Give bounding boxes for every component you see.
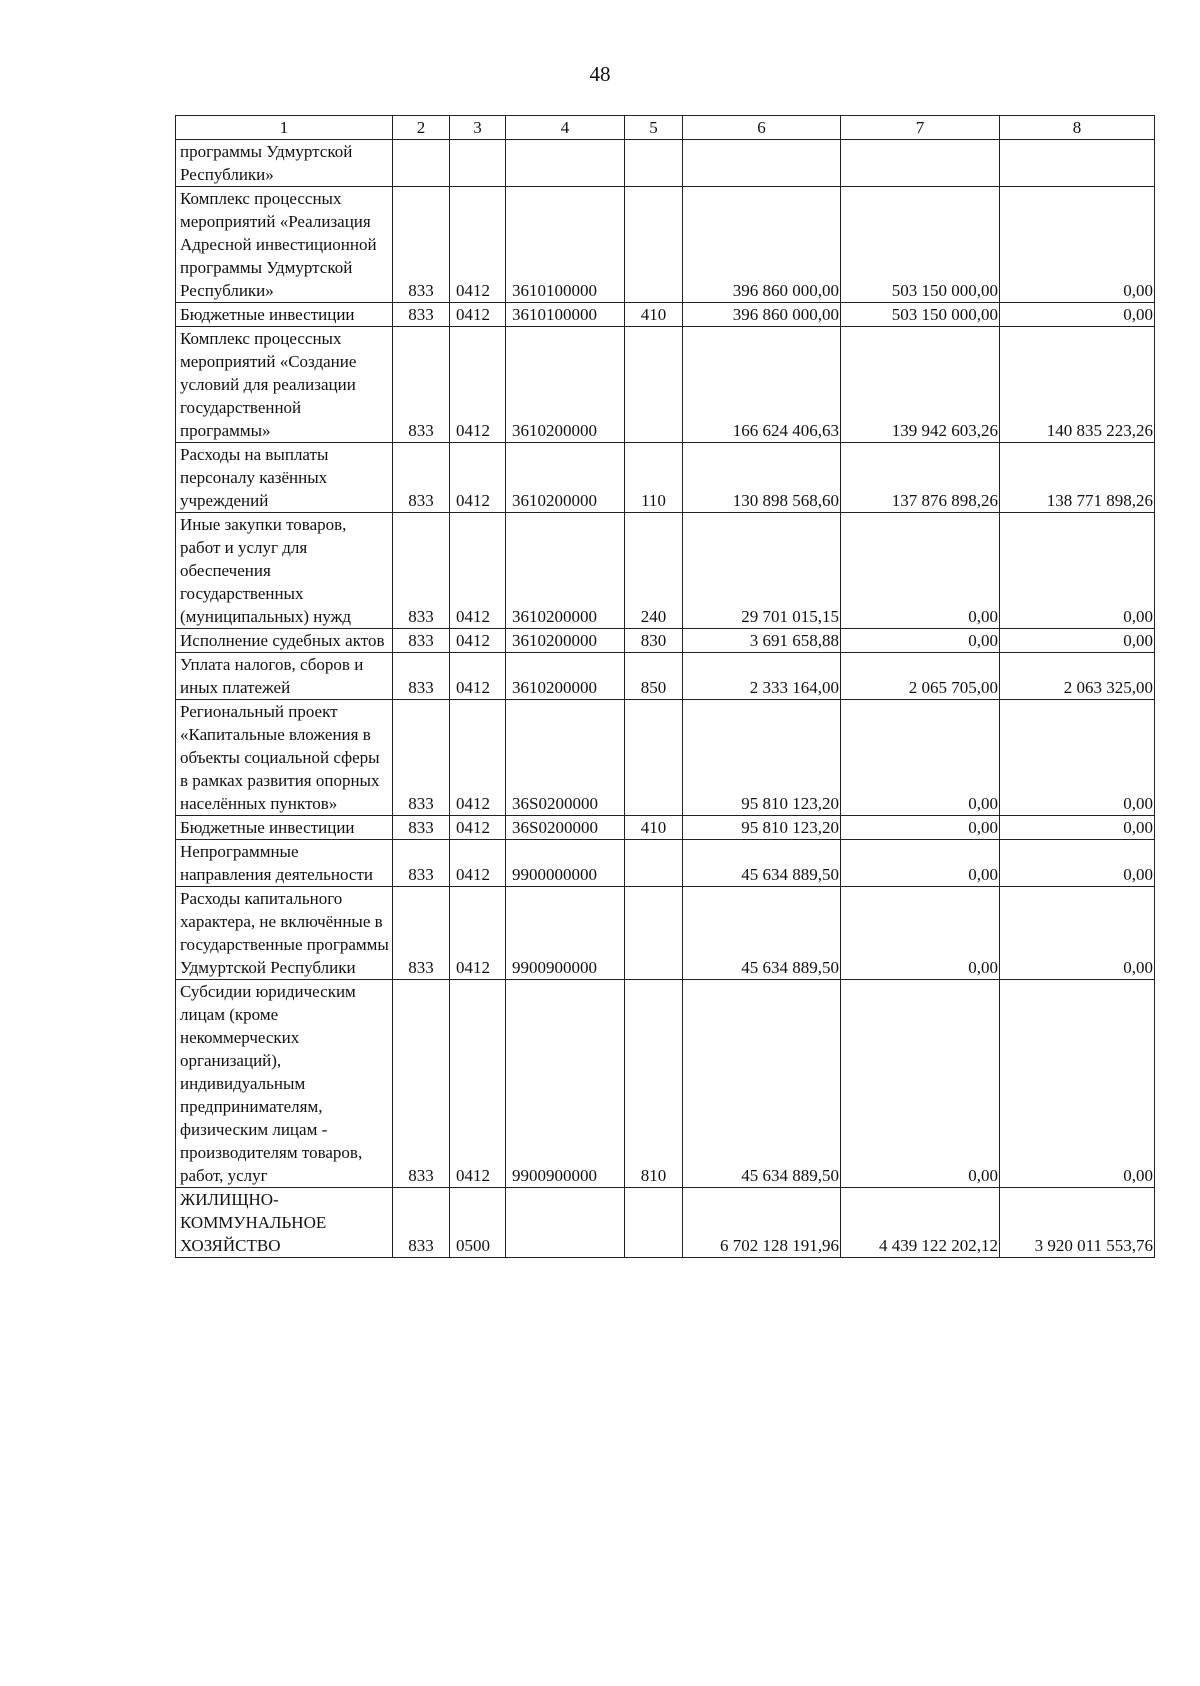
cell-amount-col6: 95 810 123,20 <box>683 816 841 840</box>
cell-target-article <box>506 140 625 187</box>
cell-section-code: 0412 <box>450 980 506 1188</box>
page-number: 48 <box>589 62 611 86</box>
cell-ministry-code: 833 <box>393 700 450 816</box>
cell-expense-type: 830 <box>625 629 683 653</box>
table-row <box>176 140 1155 187</box>
row-name: Субсидии юридическим лицам (кроме некоммерческих организаций), индивидуальным предпринимателям, физическим лицам - производителям товаров, работ, услуг <box>176 980 393 1188</box>
cell-amount-col6: 130 898 568,60 <box>683 443 841 513</box>
cell-amount-col6: 3 691 658,88 <box>683 629 841 653</box>
cell-amount-col6: 396 860 000,00 <box>683 303 841 327</box>
cell-amount-col7: 2 065 705,00 <box>841 653 1000 700</box>
column-header: 2 <box>393 116 450 140</box>
cell-amount-col7: 4 439 122 202,12 <box>841 1188 1000 1258</box>
cell-amount-col7 <box>841 140 1000 187</box>
table-row <box>176 840 1155 887</box>
row-name: Региональный проект «Капитальные вложения в объекты социальной сферы в рамках развития опорных населённых пунктов» <box>176 700 393 816</box>
row-name: Иные закупки товаров, работ и услуг для обеспечения государственных (муниципальных) нужд <box>176 513 393 629</box>
row-name: Комплекс процессных мероприятий «Создание условий для реализации государственной программы» <box>176 327 393 443</box>
cell-target-article: 36S0200000 <box>506 700 625 816</box>
row-name: Исполнение судебных актов <box>176 629 393 653</box>
cell-amount-col7: 0,00 <box>841 816 1000 840</box>
cell-amount-col7: 503 150 000,00 <box>841 187 1000 303</box>
cell-expense-type <box>625 1188 683 1258</box>
table-row <box>176 187 1155 303</box>
cell-target-article: 3610200000 <box>506 629 625 653</box>
cell-amount-col7: 0,00 <box>841 513 1000 629</box>
cell-amount-col6: 95 810 123,20 <box>683 700 841 816</box>
table-row <box>176 887 1155 980</box>
cell-section-code: 0412 <box>450 327 506 443</box>
column-header: 7 <box>841 116 1000 140</box>
cell-section-code: 0412 <box>450 887 506 980</box>
cell-expense-type: 110 <box>625 443 683 513</box>
cell-amount-col8: 0,00 <box>1000 980 1155 1188</box>
cell-ministry-code: 833 <box>393 1188 450 1258</box>
cell-ministry-code: 833 <box>393 187 450 303</box>
column-header: 5 <box>625 116 683 140</box>
cell-expense-type: 850 <box>625 653 683 700</box>
cell-target-article: 9900900000 <box>506 980 625 1188</box>
cell-section-code: 0412 <box>450 513 506 629</box>
cell-section-code: 0412 <box>450 816 506 840</box>
row-name: Расходы капитального характера, не включённые в государственные программы Удмуртской Республики <box>176 887 393 980</box>
cell-target-article: 3610100000 <box>506 187 625 303</box>
cell-section-code: 0412 <box>450 840 506 887</box>
column-header: 1 <box>176 116 393 140</box>
cell-target-article: 3610200000 <box>506 443 625 513</box>
cell-amount-col6: 6 702 128 191,96 <box>683 1188 841 1258</box>
cell-amount-col6: 45 634 889,50 <box>683 840 841 887</box>
table-row <box>176 1188 1155 1258</box>
cell-amount-col7: 139 942 603,26 <box>841 327 1000 443</box>
row-name: ЖИЛИЩНО-КОММУНАЛЬНОЕ ХОЗЯЙСТВО <box>176 1188 393 1258</box>
row-name: Уплата налогов, сборов и иных платежей <box>176 653 393 700</box>
cell-target-article: 9900900000 <box>506 887 625 980</box>
cell-amount-col7: 0,00 <box>841 629 1000 653</box>
cell-expense-type: 410 <box>625 303 683 327</box>
table-row <box>176 816 1155 840</box>
cell-amount-col7: 0,00 <box>841 700 1000 816</box>
cell-amount-col6: 2 333 164,00 <box>683 653 841 700</box>
row-name: Комплекс процессных мероприятий «Реализация Адресной инвестиционной программы Удмуртской Республики» <box>176 187 393 303</box>
cell-amount-col8: 3 920 011 553,76 <box>1000 1188 1155 1258</box>
cell-expense-type <box>625 327 683 443</box>
cell-amount-col8: 140 835 223,26 <box>1000 327 1155 443</box>
cell-amount-col6: 166 624 406,63 <box>683 327 841 443</box>
cell-section-code: 0412 <box>450 443 506 513</box>
table-row <box>176 980 1155 1188</box>
row-name: Бюджетные инвестиции <box>176 303 393 327</box>
cell-section-code <box>450 140 506 187</box>
cell-ministry-code: 833 <box>393 513 450 629</box>
cell-expense-type: 240 <box>625 513 683 629</box>
cell-ministry-code: 833 <box>393 303 450 327</box>
cell-ministry-code: 833 <box>393 980 450 1188</box>
table-row <box>176 513 1155 629</box>
cell-amount-col8 <box>1000 140 1155 187</box>
cell-amount-col8: 2 063 325,00 <box>1000 653 1155 700</box>
cell-expense-type <box>625 700 683 816</box>
cell-target-article: 3610100000 <box>506 303 625 327</box>
table-row <box>176 629 1155 653</box>
cell-ministry-code: 833 <box>393 816 450 840</box>
cell-expense-type: 810 <box>625 980 683 1188</box>
cell-amount-col7: 0,00 <box>841 840 1000 887</box>
cell-amount-col8: 0,00 <box>1000 513 1155 629</box>
cell-target-article: 3610200000 <box>506 327 625 443</box>
cell-section-code: 0412 <box>450 653 506 700</box>
cell-amount-col8: 0,00 <box>1000 840 1155 887</box>
cell-amount-col6: 45 634 889,50 <box>683 887 841 980</box>
cell-ministry-code: 833 <box>393 887 450 980</box>
cell-amount-col8: 0,00 <box>1000 187 1155 303</box>
cell-ministry-code: 833 <box>393 443 450 513</box>
table-row <box>176 653 1155 700</box>
table-row <box>176 303 1155 327</box>
cell-amount-col8: 0,00 <box>1000 816 1155 840</box>
table-row <box>176 443 1155 513</box>
column-header: 6 <box>683 116 841 140</box>
cell-section-code: 0412 <box>450 303 506 327</box>
cell-section-code: 0500 <box>450 1188 506 1258</box>
cell-section-code: 0412 <box>450 700 506 816</box>
cell-amount-col6: 45 634 889,50 <box>683 980 841 1188</box>
cell-amount-col8: 0,00 <box>1000 887 1155 980</box>
table-body <box>176 140 1155 1258</box>
cell-ministry-code: 833 <box>393 653 450 700</box>
cell-target-article <box>506 1188 625 1258</box>
row-name: Непрограммные направления деятельности <box>176 840 393 887</box>
cell-amount-col7: 503 150 000,00 <box>841 303 1000 327</box>
cell-target-article: 9900000000 <box>506 840 625 887</box>
cell-target-article: 3610200000 <box>506 653 625 700</box>
column-header: 3 <box>450 116 506 140</box>
cell-expense-type <box>625 887 683 980</box>
cell-target-article: 3610200000 <box>506 513 625 629</box>
cell-ministry-code: 833 <box>393 327 450 443</box>
cell-amount-col7: 0,00 <box>841 980 1000 1188</box>
cell-amount-col8: 0,00 <box>1000 629 1155 653</box>
cell-expense-type: 410 <box>625 816 683 840</box>
column-header: 4 <box>506 116 625 140</box>
row-name: Бюджетные инвестиции <box>176 816 393 840</box>
cell-amount-col8: 0,00 <box>1000 700 1155 816</box>
budget-table <box>175 115 1155 1258</box>
cell-ministry-code <box>393 140 450 187</box>
cell-section-code: 0412 <box>450 629 506 653</box>
table-row <box>176 327 1155 443</box>
cell-expense-type <box>625 187 683 303</box>
cell-expense-type <box>625 140 683 187</box>
cell-amount-col7: 0,00 <box>841 887 1000 980</box>
cell-amount-col8: 0,00 <box>1000 303 1155 327</box>
cell-amount-col6 <box>683 140 841 187</box>
column-header: 8 <box>1000 116 1155 140</box>
column-number-row <box>176 116 1155 140</box>
cell-amount-col6: 29 701 015,15 <box>683 513 841 629</box>
cell-ministry-code: 833 <box>393 629 450 653</box>
row-name: Расходы на выплаты персоналу казённых учреждений <box>176 443 393 513</box>
cell-amount-col7: 137 876 898,26 <box>841 443 1000 513</box>
row-name: программы Удмуртской Республики» <box>176 140 393 187</box>
cell-amount-col8: 138 771 898,26 <box>1000 443 1155 513</box>
cell-amount-col6: 396 860 000,00 <box>683 187 841 303</box>
table-row <box>176 700 1155 816</box>
cell-ministry-code: 833 <box>393 840 450 887</box>
cell-target-article: 36S0200000 <box>506 816 625 840</box>
cell-section-code: 0412 <box>450 187 506 303</box>
cell-expense-type <box>625 840 683 887</box>
